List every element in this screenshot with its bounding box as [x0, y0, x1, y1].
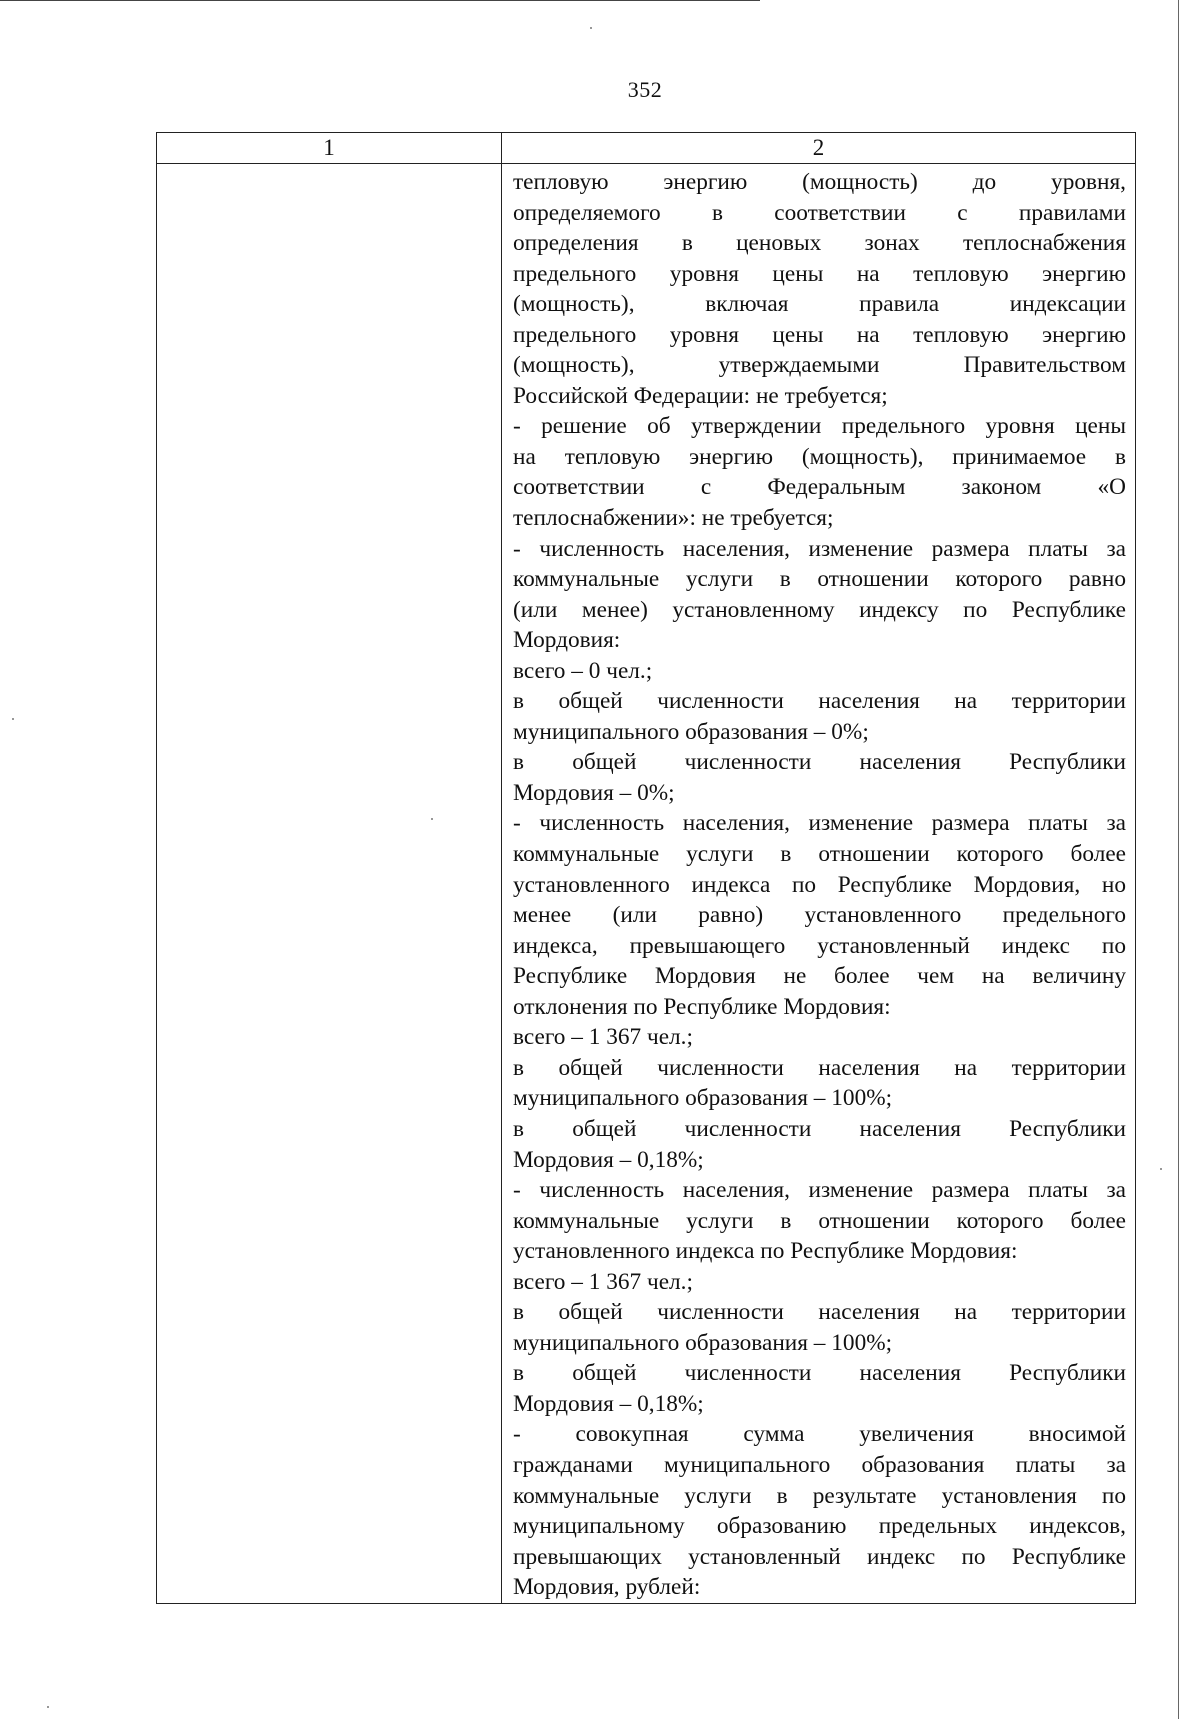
table-header-col-1: 1	[157, 133, 502, 164]
cell-text-block	[502, 164, 1135, 1603]
text-line: - численность населения, изменение размера платы за	[513, 535, 1126, 562]
text-line: установленного индекса по Республике Мордовия:	[513, 1238, 1018, 1265]
text-line: определения в ценовых зонах теплоснабжения	[513, 230, 1126, 257]
table-header-row	[157, 133, 1136, 164]
text-line: Российской Федерации: не требуется;	[513, 382, 888, 409]
text-line: на тепловую энергию (мощность), принимаемое в	[513, 443, 1126, 470]
text-line: тепловую энергию (мощность) до уровня,	[513, 169, 1126, 195]
text-line: всего – 0 чел.;	[513, 657, 653, 684]
scan-speck	[1160, 1168, 1162, 1170]
text-line: (или менее) установленному индексу по Республике	[513, 596, 1126, 623]
text-line: коммунальные услуги в отношении которого более	[513, 841, 1126, 868]
text-line: - решение об утверждении предельного уровня цены	[513, 413, 1126, 440]
text-line: индекса, превышающего установленный индекс по	[513, 932, 1126, 959]
text-line: установленного индекса по Республике Мордовия, но	[513, 871, 1126, 898]
scan-speck	[47, 1706, 49, 1708]
text-line: в общей численности населения на территории	[513, 1299, 1126, 1326]
scan-speck	[590, 27, 592, 29]
text-line: превышающих установленный индекс по Республике	[513, 1543, 1126, 1570]
text-line: Мордовия – 0%;	[513, 779, 675, 806]
text-line: коммунальные услуги в отношении которого равно	[513, 566, 1126, 593]
document-table	[156, 132, 1136, 1604]
text-line: гражданами муниципального образования платы за	[513, 1451, 1126, 1478]
text-line: Мордовия, рублей:	[513, 1574, 701, 1601]
text-line: - численность населения, изменение размера платы за	[513, 1177, 1126, 1204]
text-line: Мордовия:	[513, 627, 621, 654]
text-line: в общей численности населения Республики	[513, 749, 1126, 776]
table-cell-col-2	[502, 164, 1136, 1604]
text-line: всего – 1 367 чел.;	[513, 1024, 693, 1051]
page-number: 352	[627, 77, 663, 102]
table-header-col-2: 2	[502, 133, 1136, 164]
text-line: соответствии с Федеральным законом «О	[513, 474, 1126, 501]
text-line: предельного уровня цены на тепловую энергию	[513, 321, 1126, 348]
text-line: теплоснабжении»: не требуется;	[513, 505, 834, 532]
table-row	[157, 164, 1136, 1604]
text-line: (мощность), утверждаемыми Правительством	[513, 352, 1126, 379]
scan-edge-right	[1178, 0, 1179, 1719]
scan-speck	[431, 818, 433, 820]
text-line: - численность населения, изменение размера платы за	[513, 810, 1126, 837]
text-line: отклонения по Республике Мордовия:	[513, 993, 891, 1020]
text-line: Республике Мордовия не более чем на величину	[513, 963, 1126, 990]
text-line: в общей численности населения Республики	[513, 1115, 1126, 1142]
text-line: муниципального образования – 100%;	[513, 1085, 893, 1112]
text-line: коммунальные услуги в отношении которого более	[513, 1207, 1126, 1234]
text-line: (мощность), включая правила индексации	[513, 291, 1126, 318]
text-line: в общей численности населения Республики	[513, 1360, 1126, 1387]
text-line: в общей численности населения на территории	[513, 688, 1126, 715]
text-line: менее (или равно) установленного предельного	[513, 902, 1126, 929]
text-line: определяемого в соответствии с правилами	[513, 199, 1126, 226]
text-line: муниципальному образованию предельных индексов,	[513, 1513, 1126, 1540]
text-line: муниципального образования – 0%;	[513, 718, 869, 745]
text-line: в общей численности населения на территории	[513, 1054, 1126, 1081]
text-line: предельного уровня цены на тепловую энергию	[513, 260, 1126, 287]
scan-speck	[12, 718, 14, 720]
text-line: всего – 1 367 чел.;	[513, 1268, 693, 1295]
text-line: муниципального образования – 100%;	[513, 1329, 893, 1356]
table-cell-col-1	[157, 164, 502, 1604]
text-line: Мордовия – 0,18%;	[513, 1146, 704, 1173]
scan-edge-top	[0, 0, 760, 1]
text-line: коммунальные услуги в результате установления по	[513, 1482, 1126, 1509]
text-line: Мордовия – 0,18%;	[513, 1390, 704, 1417]
text-line: - совокупная сумма увеличения вносимой	[513, 1421, 1126, 1448]
